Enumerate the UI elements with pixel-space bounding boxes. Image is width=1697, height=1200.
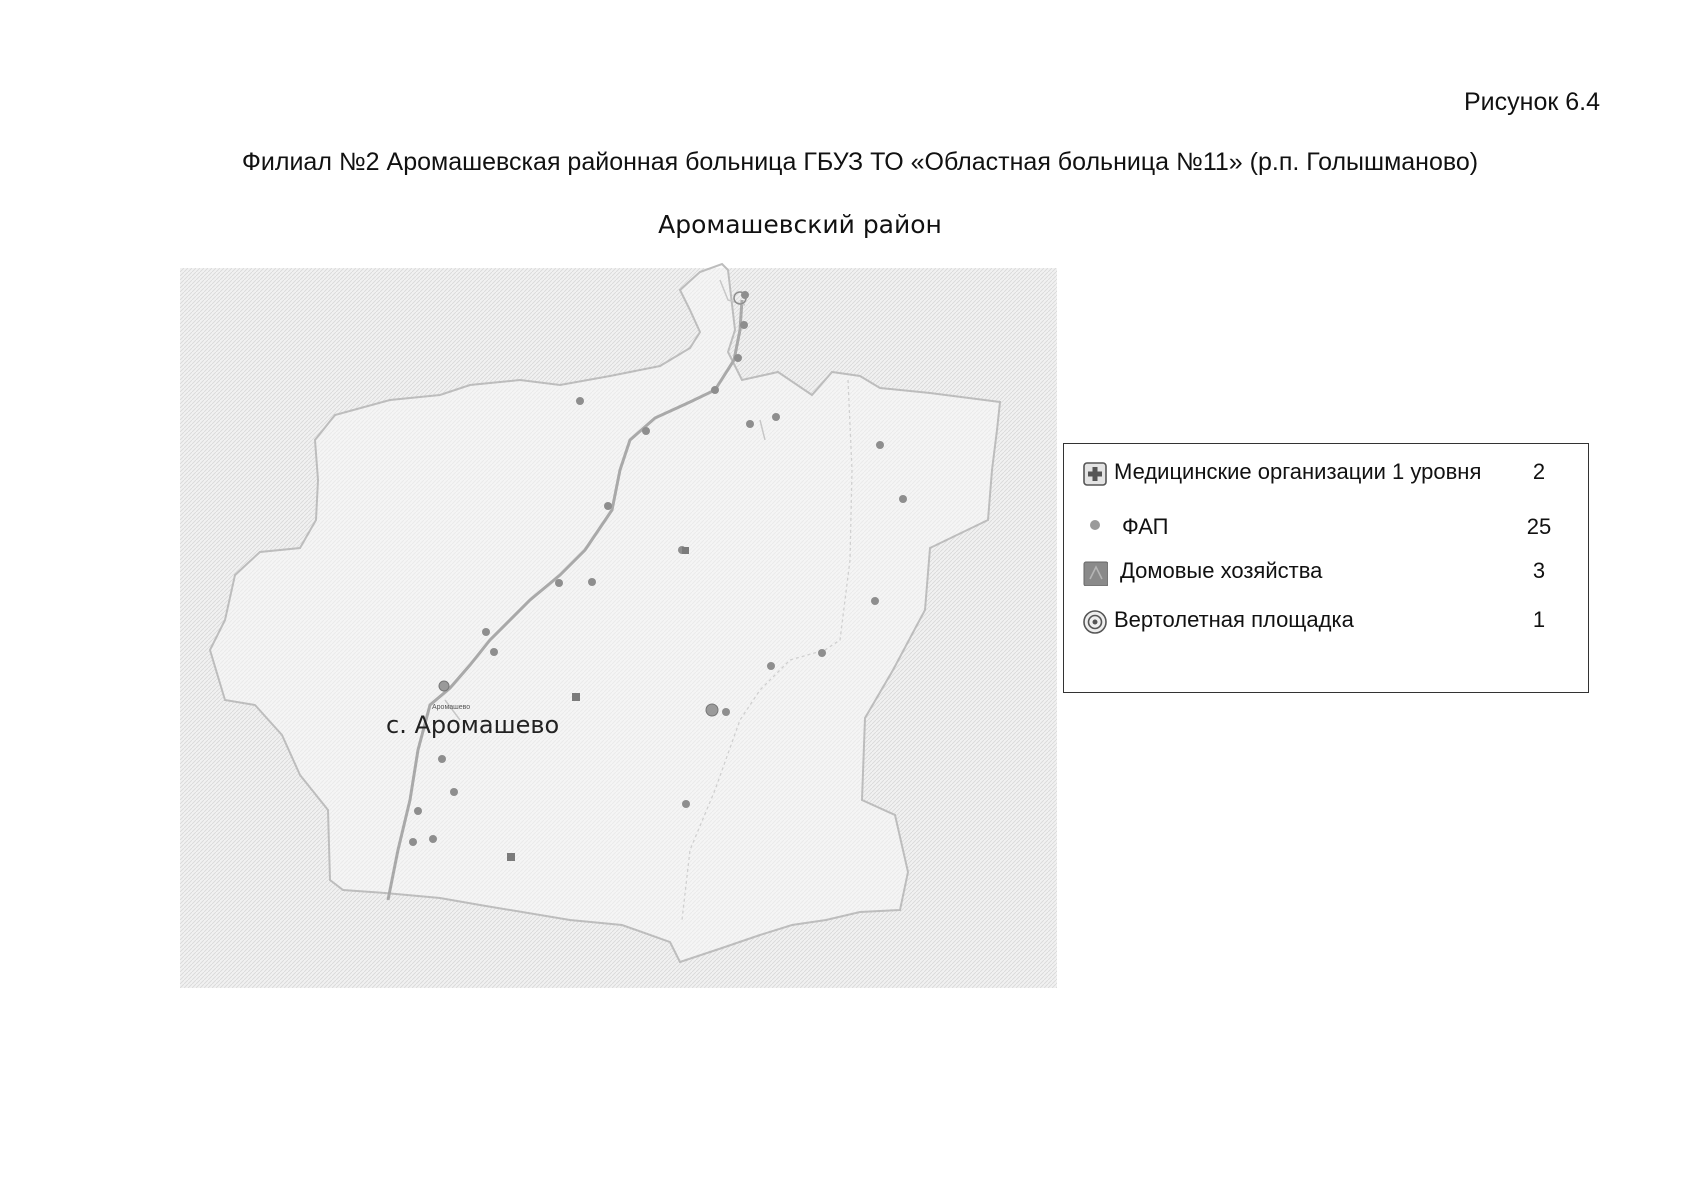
fap-marker bbox=[450, 788, 458, 796]
legend-row-helipad bbox=[1082, 607, 1572, 637]
fap-marker bbox=[414, 807, 422, 815]
fap-marker bbox=[438, 755, 446, 763]
settlement-label: с. Аромашево bbox=[386, 711, 560, 739]
legend-label: ФАП bbox=[1122, 514, 1169, 539]
fap-marker bbox=[490, 648, 498, 656]
helipad-icon bbox=[1082, 609, 1108, 635]
figure-number: Рисунок 6.4 bbox=[1464, 88, 1600, 116]
fap-marker bbox=[746, 420, 754, 428]
fap-marker bbox=[871, 597, 879, 605]
legend-label: Домовые хозяйства bbox=[1120, 558, 1323, 583]
fap-marker bbox=[588, 578, 596, 586]
fap-marker bbox=[740, 321, 748, 329]
fap-marker bbox=[682, 800, 690, 808]
fap-marker bbox=[576, 397, 584, 405]
household-icon bbox=[1082, 560, 1108, 586]
legend-label: Вертолетная площадка bbox=[1114, 607, 1354, 632]
legend-row-households bbox=[1082, 558, 1572, 588]
household-marker bbox=[682, 547, 689, 554]
fap-marker bbox=[482, 628, 490, 636]
settlement-small-label: Аромашево bbox=[432, 704, 471, 711]
fap-marker bbox=[604, 502, 612, 510]
fap-marker bbox=[876, 441, 884, 449]
medical-cross-icon bbox=[1082, 461, 1108, 487]
legend-count: 25 bbox=[1526, 514, 1552, 539]
legend-count: 3 bbox=[1532, 558, 1546, 583]
household-marker bbox=[507, 853, 515, 861]
medical-organization-marker bbox=[439, 681, 449, 691]
legend-label: Медицинские организации 1 уровня bbox=[1114, 459, 1482, 484]
fap-marker bbox=[899, 495, 907, 503]
fap-marker bbox=[722, 708, 730, 716]
medical-organization-marker bbox=[706, 704, 718, 716]
map-title: Аромашевский район bbox=[658, 210, 942, 239]
household-marker bbox=[572, 693, 580, 701]
fap-marker bbox=[409, 838, 417, 846]
dot-icon bbox=[1082, 516, 1108, 542]
fap-marker bbox=[555, 579, 563, 587]
fap-marker bbox=[772, 413, 780, 421]
legend-row-fap bbox=[1082, 514, 1572, 544]
fap-marker bbox=[642, 427, 650, 435]
fap-marker bbox=[711, 386, 719, 394]
fap-marker bbox=[818, 649, 826, 657]
main-title: Филиал №2 Аромашевская районная больница ГБУЗ ТО «Областная больница №11» (р.п. Голышманово) bbox=[241, 148, 1479, 176]
legend-row-medical bbox=[1082, 459, 1572, 489]
legend-count: 2 bbox=[1532, 459, 1546, 484]
legend bbox=[1063, 443, 1589, 693]
fap-marker bbox=[734, 354, 742, 362]
fap-marker bbox=[429, 835, 437, 843]
legend-count: 1 bbox=[1532, 607, 1546, 632]
fap-marker bbox=[767, 662, 775, 670]
